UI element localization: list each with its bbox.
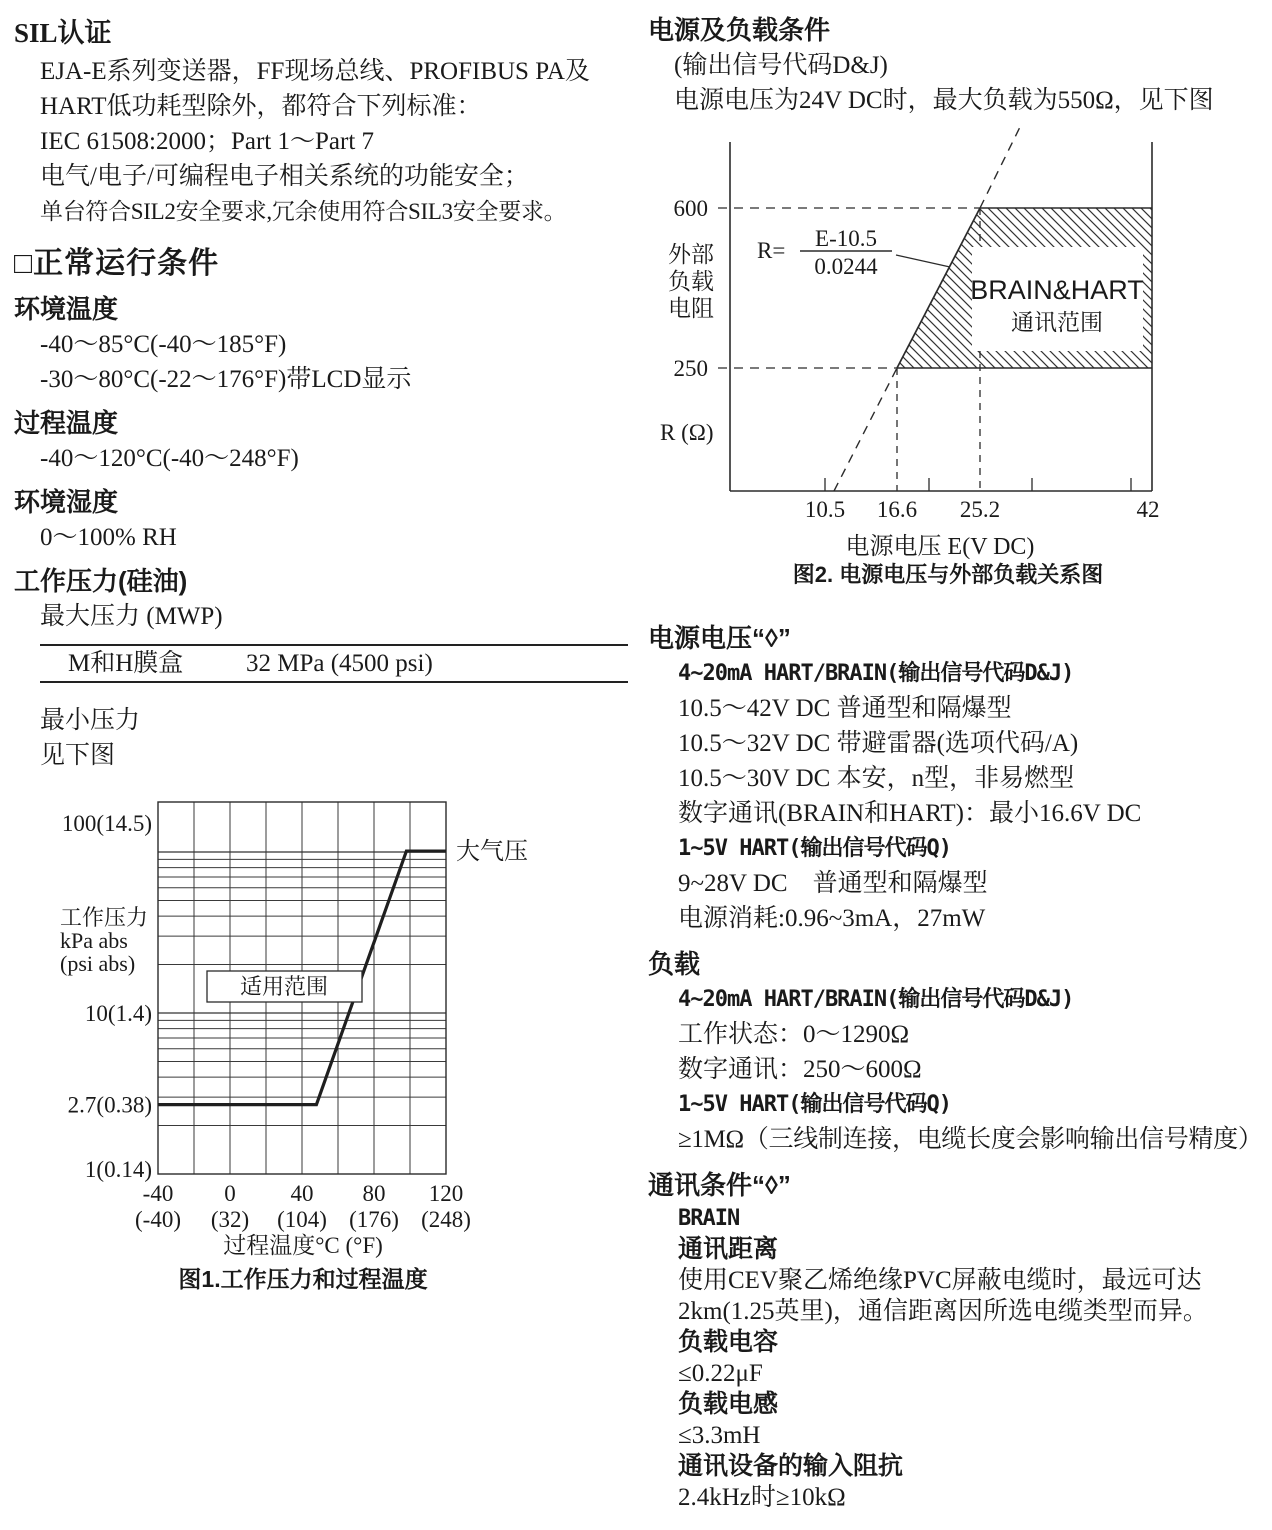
supply-voltage-item: 10.5～32V DC 带避雷器(选项代码/A) [678,730,1079,757]
comm-item: 2km(1.25英里)，通信距离因所选电缆类型而异。 [678,1298,1208,1325]
comm-item: 2.4kHz时≥10kΩ [678,1484,846,1511]
fig2-xtick-label: 42 [1136,497,1160,522]
fig2-ylabel: 电阻 [668,296,714,321]
fig2-region-label-1: BRAIN&HART [970,275,1144,305]
load-item: 4~20mA HART/BRAIN(输出信号代码D&J) [678,987,1074,1012]
supply-voltage-item: 4~20mA HART/BRAIN(输出信号代码D&J) [678,661,1074,686]
sil-line: EJA-E系列变送器，FF现场总线、PROFIBUS PA及 [40,58,590,85]
fig2-formula-lhs: R= [757,238,786,263]
comm-item: 通讯距离 [678,1235,779,1263]
mwp-table [40,644,628,683]
humidity-heading: 环境湿度 [14,487,119,517]
fig1-atmosphere-label: 大气压 [456,839,528,865]
fig2-xlabel: 电源电压 E(V DC) [845,534,1035,560]
min-pressure-ref: 见下图 [40,742,116,769]
supply-voltage-item: 电源消耗:0.96~3mA，27mW [678,905,986,932]
fig2-xtick-label: 25.2 [959,497,1001,522]
humidity-line: 0～100% RH [40,524,177,551]
supply-voltage-item: 1~5V HART(输出信号代码Q) [678,836,951,861]
fig1-xlabel: 过程温度°C (°F) [223,1233,383,1258]
comm-item: 负载电感 [678,1390,779,1418]
fig2-region-label-2: 通讯范围 [1011,310,1103,335]
load-item: 工作状态：0～1290Ω [678,1021,910,1048]
load-item: ≥1MΩ（三线制连接，电缆长度会影响输出信号精度） [678,1126,1263,1153]
supply-voltage-item: 10.5～42V DC 普通型和隔爆型 [678,695,1012,722]
fig2-load-line-dashed-high [980,127,1020,208]
sil-line: IEC 61508:2000；Part 1～Part 7 [40,128,375,155]
mwp-label: 最大压力 (MWP) [40,603,223,630]
comm-item: ≤3.3mH [678,1422,761,1449]
sil-line: 电气/电子/可编程电子相关系统的功能安全； [40,163,529,190]
comm-item: ≤0.22μF [678,1360,763,1387]
fig1-applicable-range-label: 适用范围 [239,974,329,999]
load-item: 数字通讯：250～600Ω [678,1056,922,1083]
fig1-xtick-f: (104) [277,1207,327,1232]
fig2-xtick-label: 16.6 [876,497,918,522]
fig2-formula-pointer [896,255,950,267]
fig1-ylabel: 工作压力 [60,905,149,930]
fig1-xtick-c: 120 [428,1181,464,1206]
comm-item: BRAIN [678,1206,740,1231]
mwp-table-value: 32 MPa (4500 psi) [246,650,433,677]
sil-heading: SIL认证 [14,18,112,48]
right-column [648,14,1264,1513]
power-load-heading: 电源及负载条件 [648,15,831,45]
mwp-table-capsule: M和H膜盒 [68,650,184,677]
fig1-caption: 图1.工作压力和过程温度 [178,1266,428,1292]
fig1-xtick-c: 40 [290,1181,314,1206]
fig2-ylabel: 外部 [668,242,714,267]
left-column [14,14,634,1299]
fig1-xtick-c: 0 [224,1181,236,1206]
fig1-ytick-label: 1(0.14) [84,1157,152,1182]
fig2-formula-denominator: 0.0244 [814,254,878,279]
fig1-xtick-f: (248) [421,1207,471,1232]
fig2-ytick-600: 600 [673,196,708,221]
ambient-temp-line: -30～80°C(-22～176°F)带LCD显示 [40,366,412,393]
working-pressure-heading: 工作压力(硅油) [14,566,188,596]
fig1-xtick-f: (176) [349,1207,399,1232]
load-item: 1~5V HART(输出信号代码Q) [678,1092,951,1117]
normal-conditions-heading: □正常运行条件 [14,247,220,280]
fig1-ytick-label: 100(14.5) [61,811,152,836]
fig1-xtick-f: (-40) [135,1207,181,1232]
fig2-load-line-dashed-low [834,368,897,491]
fig1-ytick-label: 2.7(0.38) [67,1092,152,1118]
fig1-ylabel: kPa abs [60,928,128,953]
power-load-line: 电源电压为24V DC时，最大负载为550Ω，见下图 [674,87,1214,114]
comm-item: 负载电容 [678,1328,779,1356]
fig1-xtick-c: -40 [142,1181,174,1206]
fig2-y-unit: R (Ω) [660,420,714,445]
supply-voltage-item: 数字通讯(BRAIN和HART)：最小16.6V DC [678,800,1142,827]
ambient-temp-heading: 环境温度 [14,294,119,324]
fig1-ytick-label: 10(1.4) [84,1001,152,1026]
fig2-xtick-label: 10.5 [804,497,846,522]
process-temp-heading: 过程温度 [14,408,119,438]
load-heading: 负载 [648,949,701,979]
fig1-ylabel: (psi abs) [60,951,136,976]
fig1-xtick-f: (32) [210,1207,250,1232]
supply-voltage-item: 9~28V DC 普通型和隔爆型 [678,870,988,897]
fig2-ytick-250: 250 [673,356,708,381]
supply-voltage-heading: 电源电压“◊” [648,623,791,653]
fig2-formula-numerator: E-10.5 [815,226,877,251]
comm-conditions-heading: 通讯条件“◊” [648,1170,791,1200]
sil-line: 单台符合SIL2安全要求,冗余使用符合SIL3安全要求。 [40,199,567,224]
fig1-pressure-vs-temperature-chart [14,775,634,1299]
fig2-supply-voltage-vs-load-chart [648,120,1264,590]
comm-item: 通讯设备的输入阻抗 [678,1452,904,1480]
process-temp-line: -40～120°C(-40～248°F) [40,445,299,472]
ambient-temp-line: -40～85°C(-40～185°F) [40,331,287,358]
power-load-line: (输出信号代码D&J) [674,52,888,79]
min-pressure-label: 最小压力 [40,707,141,734]
fig1-xtick-c: 80 [362,1181,386,1206]
comm-item: 使用CEV聚乙烯绝缘PVC屏蔽电缆时，最远可达 [678,1267,1202,1294]
sil-line: HART低功耗型除外，都符合下列标准： [40,93,482,120]
supply-voltage-item: 10.5～30V DC 本安，n型，非易燃型 [678,765,1075,792]
fig2-caption: 图2. 电源电压与外部负载关系图 [792,562,1104,587]
fig2-ylabel: 负载 [668,269,714,294]
